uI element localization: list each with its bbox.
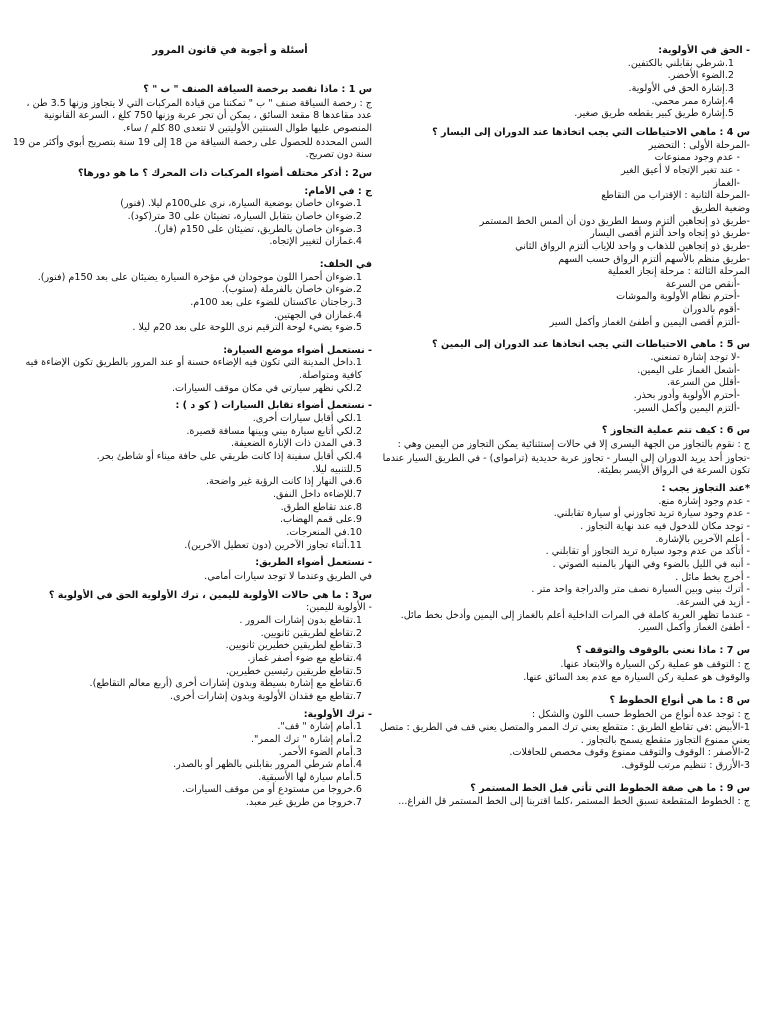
list-item: - توجد مكان للدخول فيه عند نهاية التجاوز . xyxy=(580,520,750,532)
list-item: - أزيد في السرعة. xyxy=(676,596,750,608)
yield-heading: - ترك الأولوية: xyxy=(303,708,372,720)
list-item: 2.لكي أتابع سيارة بيني وبينها مسافة قصيرة. xyxy=(186,425,362,437)
list-item: -طريق منظم بالأسهم ألتزم الرواق حسب السهم xyxy=(558,253,750,265)
list-item: 5.للتنبيه ليلا. xyxy=(312,463,362,475)
list-item: -أحترم نظام الأولوية والموشات xyxy=(616,291,740,303)
right-column xyxy=(378,40,750,810)
list-item: 4.أمام شرطي المرور بقابلني بالظهر أو بالصدر. xyxy=(173,759,362,771)
list-item: 6.خروجا من مستودع أو من موقف السيارات. xyxy=(182,784,362,796)
list-item: 3-الأزرق : تنظيم مرتب للوقوف. xyxy=(621,760,750,772)
document-title: أسئلة و أجوبة في قانون المرور xyxy=(152,45,308,56)
list-item: - عدم وجود إشارة منع. xyxy=(658,495,750,507)
overtake-heading: *عند التجاوز يجب : xyxy=(661,483,750,494)
road-lights-heading: - نستعمل أضواء الطريق: xyxy=(255,557,372,569)
list-item: 9.على قمم الهضاب. xyxy=(279,514,362,526)
stage-1-list xyxy=(378,152,750,190)
question-4: س 4 : ماهي الاحتياطات التي يجب اتخاذها عند الدوران إلى اليسار ؟ xyxy=(432,126,750,138)
answer-6: ج : نقوم بالتجاوز من الجهة اليسرى إلا في حالات إستثنائية يمكن التجاوز من اليمين وهي : xyxy=(397,439,750,451)
list-item: - عدم وجود سيارة تريد تجاوزني أو سيارة تقابلني. xyxy=(553,508,750,520)
list-item: 5.أمام سيارة لها الأسبقية. xyxy=(258,771,362,783)
stage-2: -المرحلة الثانية : الإقتراب من التقاطع xyxy=(601,190,750,202)
list-item: -أقوم بالدوران xyxy=(682,304,740,316)
list-item: 6.تقاطع مع إشارة بسيطة وبدون إشارات أخرى (أربع معالم التقاطع). xyxy=(89,678,362,690)
list-item: - أخرج بخط مائل . xyxy=(675,571,750,583)
crossing-lights-heading: - نستعمل أضواء تقابل السيارات ( كو د ) : xyxy=(175,400,372,412)
list-item: 3.زجاجتان عاكستان للضوء على بعد 100م. xyxy=(190,296,362,308)
list-item: -طريق ذو إتجاه واحد ألتزم أقصى اليسار xyxy=(590,228,750,240)
question-6: س 6 : كيف تتم عملية التجاوز ؟ xyxy=(601,425,750,437)
list-item: 1.شرطي بقابلني بالكتفين. xyxy=(627,57,734,69)
list-item: 4.غمازان لتغيير الإتجاه. xyxy=(269,236,362,248)
answer-7b: والوقوف هو عملية ركن السيارة مع عدم بعد السائق عنها. xyxy=(523,672,750,684)
yield-list xyxy=(12,721,372,810)
stage-3-list xyxy=(378,279,750,330)
list-item: 1.أمام إشارة " قف". xyxy=(277,721,362,733)
answer-1-age: السن المحددة للحصول على رخصة السياقة من 18 إلى 19 سنة بتصريح أبوي وأكثر من 19 سنة دون تصريح. xyxy=(12,136,372,161)
list-item: -ألتزم اليمين وأكمل السير. xyxy=(633,402,740,414)
list-item: 2.الضوء الأخضر. xyxy=(667,70,734,82)
list-item: 7.تقاطع مع فقدان الأولوية وبدون إشارات أخرى. xyxy=(170,690,362,702)
question-8: س 8 : ما هي أنواع الخطوط ؟ xyxy=(609,694,750,706)
list-item: -الغماز xyxy=(713,177,740,189)
stage-1: -المرحلة الأولى : التحضير xyxy=(648,139,750,151)
crossing-lights-list xyxy=(12,413,372,552)
list-item: 1.ضوءان أحمرا اللون موجودان في مؤخرة السيارة يضيئان على بعد 150م (فنور). xyxy=(37,271,362,283)
list-item: - أتأكد من عدم وجود سيارة تريد التجاوز أو تقابلني . xyxy=(545,546,750,558)
question-3: س3 : ما هي حالات الأولوية لليمين ، ترك الأولوية الحق في الأولوية ؟ xyxy=(48,589,372,601)
right-of-way-heading: - الحق في الأولوية: xyxy=(658,45,750,56)
position-lights-list xyxy=(12,357,372,395)
list-item: -أقلل من السرعة. xyxy=(666,377,740,389)
list-item: -طريق ذو إتجاهين للذهاب و واحد للإياب ألتزم الرواق الثاني xyxy=(515,240,750,252)
back-heading: في الخلف: xyxy=(319,258,372,270)
overtake-list xyxy=(378,496,750,635)
list-item: - أعلم الآخرين بالإشارة. xyxy=(655,533,750,545)
answer-1: ج : رخصة السياقة صنف " ب " تمكننا من قيادة المركبات التي لا يتجاوز وزنها 3.5 طن ، عدد مقاعدها 8 مقعد السائق ، يمكن أن تجر عربة وزنها 750 كلغ ، السرعة القانونية المنصوص عليها طوال السنتين الأوليتين لا تتعدى 80 كلم / ساء. xyxy=(26,97,372,134)
list-item: 11.أثناء تجاوز الآخرين (دون تعطيل الآخرين). xyxy=(184,539,362,551)
list-item: 7.خروجا من طريق غير معبد. xyxy=(245,797,362,809)
list-item: 5.ضوء يضيء لوحة الترقيم نرى اللوحة على بعد 20م ليلا . xyxy=(132,322,362,334)
list-item: 4.غمازان في الجهتين. xyxy=(273,309,362,321)
list-item: 3.أمام الضوء الأحمر. xyxy=(278,746,362,758)
list-item: 2.ضوءان خاصان بتقابل السيارة، تضيئان على 30 متر(كود). xyxy=(127,210,362,222)
list-item: 3.في المدن ذات الإنارة الضعيفة. xyxy=(231,438,362,450)
list-item: 4.لكي أقابل سفينة إذا كانت طريقي على حافة ميناء أو شاطئ بحر. xyxy=(96,451,362,463)
answer-6-exceptions: -تجاوز أحد يريد الدوران إلى اليسار - تجاوز عربة حديدية (ترامواي) - في الطريق السيار عندما تكون السرعة في الرواق الأيسر بطيئة. xyxy=(382,452,750,477)
list-item: -أنقص من السرعة xyxy=(665,278,740,290)
list-item: 5.إشارة طريق كبير يقطعه طريق صغير. xyxy=(574,108,734,120)
list-item: -ألتزم أقصى اليمين و أطفئ الغماز وأكمل السير xyxy=(549,316,740,328)
list-item: - أطفئ الغماز وأكمل السير. xyxy=(637,622,750,634)
list-item: 6.في النهار إذا كانت الرؤية غير واضحة. xyxy=(205,476,362,488)
list-item: 2.لكي نظهر سيارتي في مكان موقف السيارات. xyxy=(171,382,362,394)
list-item: 3.تقاطع لطريقين خطيرين ثانويين. xyxy=(225,640,362,652)
right-turn-list xyxy=(378,352,750,415)
stage-2-lead: وضعية الطريق xyxy=(692,202,750,214)
list-item: 1.داخل المدينة التي تكون فيه الإضاءة حسنة أو عند المرور بالطريق تكون الإضاءة فيه كافية ومتواصلة. xyxy=(25,357,362,382)
list-item: 3.ضوءان خاصان بالطريق، تضيئان على 150م (فار). xyxy=(154,223,362,235)
back-lights-list xyxy=(12,272,372,335)
list-item: -أحترم الأولوية وأدور بحذر. xyxy=(633,390,740,402)
stage-2-list xyxy=(378,216,750,267)
question-9: س 9 : ما هي صفة الخطوط التي تأتي قبل الخط المستمر ؟ xyxy=(470,782,750,794)
list-item: 3.إشارة الحق في الأولوية. xyxy=(628,82,734,94)
list-item: 4.تقاطع مع ضوء أصفر غماز. xyxy=(247,652,362,664)
list-item: 2-الأصفر : الوقوف والتوقف ممنوع وقوف مخصص للحافلات. xyxy=(509,747,750,759)
list-item: 10.في المنعرجات. xyxy=(286,527,362,538)
list-item: 7.للإضاءة داخل النفق. xyxy=(272,489,362,501)
answer-7: ج : التوقف هو عملية ركن السيارة والابتعاد عنها. xyxy=(560,658,750,670)
lines-list xyxy=(378,722,750,773)
list-item: 1.ضوءان خاصان بوضعية السيارة، نرى على100م ليلا. (فنور) xyxy=(120,198,362,210)
list-item: 1.تقاطع بدون إشارات المرور . xyxy=(239,614,362,626)
list-item: 2.ضوءان خاصان بالفرملة (ستوب). xyxy=(221,284,362,296)
question-1: س 1 : ماذا نقصد برخصة السياقة الصنف " ب " ؟ xyxy=(143,84,372,95)
question-7: س 7 : ماذا نعني بالوقوف والتوقف ؟ xyxy=(576,644,750,656)
stage-3: المرحلة الثالثة : مرحلة إنجاز العملية xyxy=(607,266,750,278)
list-item: 2.أمام إشارة " ترك الممر". xyxy=(250,733,362,745)
road-lights-text: في الطريق وعندما لا توجد سيارات أمامي. xyxy=(204,570,372,582)
question-5: س 5 : ماهي الاحتياطات التي يجب اتخاذها عند الدوران إلى اليمين ؟ xyxy=(432,339,750,351)
list-item: 2.تقاطع لطريقين ثانويين. xyxy=(260,627,362,639)
list-item: - عند تغير الإتجاه لا أعيق الغير xyxy=(620,164,740,176)
list-item: 4.إشارة ممر محمي. xyxy=(651,95,734,107)
list-item: - أترك بيني وبين السيارة نصف متر والدراجة واحد متر . xyxy=(531,584,750,596)
priority-right-list xyxy=(12,615,372,704)
priority-right-heading: - الأولوية لليمين: xyxy=(306,602,372,614)
left-column xyxy=(12,78,372,810)
list-item: 8.عند تقاطع الطرق. xyxy=(280,501,362,513)
list-item: - أنبه في الليل بالضوء وفي النهار بالمنبه الصوتي . xyxy=(552,558,750,570)
right-of-way-list xyxy=(378,58,750,121)
list-item: -طريق ذو إتجاهين ألتزم وسط الطريق دون أن ألمس الخط المستمر xyxy=(479,215,750,227)
list-item: 5.تقاطع طريقين رئيسين خطيرين. xyxy=(225,665,362,677)
position-lights-heading: - نستعمل أضواء موضع السيارة: xyxy=(223,344,372,356)
list-item: - عندما تظهر العربة كاملة في المرات الداخلية أعلم بالغماز إلى اليمين وأدخل بخط مائل. xyxy=(400,609,750,621)
answer-8: ج : توجد عدة أنواع من الخطوط حسب اللون والشكل : xyxy=(531,708,750,720)
front-lights-list xyxy=(12,198,372,249)
list-item: - عدم وجود ممنوعات xyxy=(654,152,740,164)
front-heading: ج : في الأمام: xyxy=(304,185,372,197)
list-item: 1.لكي أقابل سيارات أخرى. xyxy=(252,413,362,425)
list-item: -لا توجد إشارة تمنعني. xyxy=(650,352,740,364)
question-2: س2 : أذكر مختلف أضواء المركبات ذات المحرك ؟ ما هو دورها؟ xyxy=(77,167,372,179)
list-item: 1-الأبيض :في تقاطع الطريق : متقطع يعني ترك الممر والمتصل يعني قف في الطريق : متصل يعني ممنوع التجاوز متقطع يسمح بالتجاوز . xyxy=(379,722,750,746)
list-item: -أشعل الغماز على اليمين. xyxy=(637,364,740,376)
answer-9: ج : الخطوط المتقطعة تسبق الخط المستمر ،كلما اقتربنا إلى الخط المستمر قل الفراغ... xyxy=(398,796,750,808)
